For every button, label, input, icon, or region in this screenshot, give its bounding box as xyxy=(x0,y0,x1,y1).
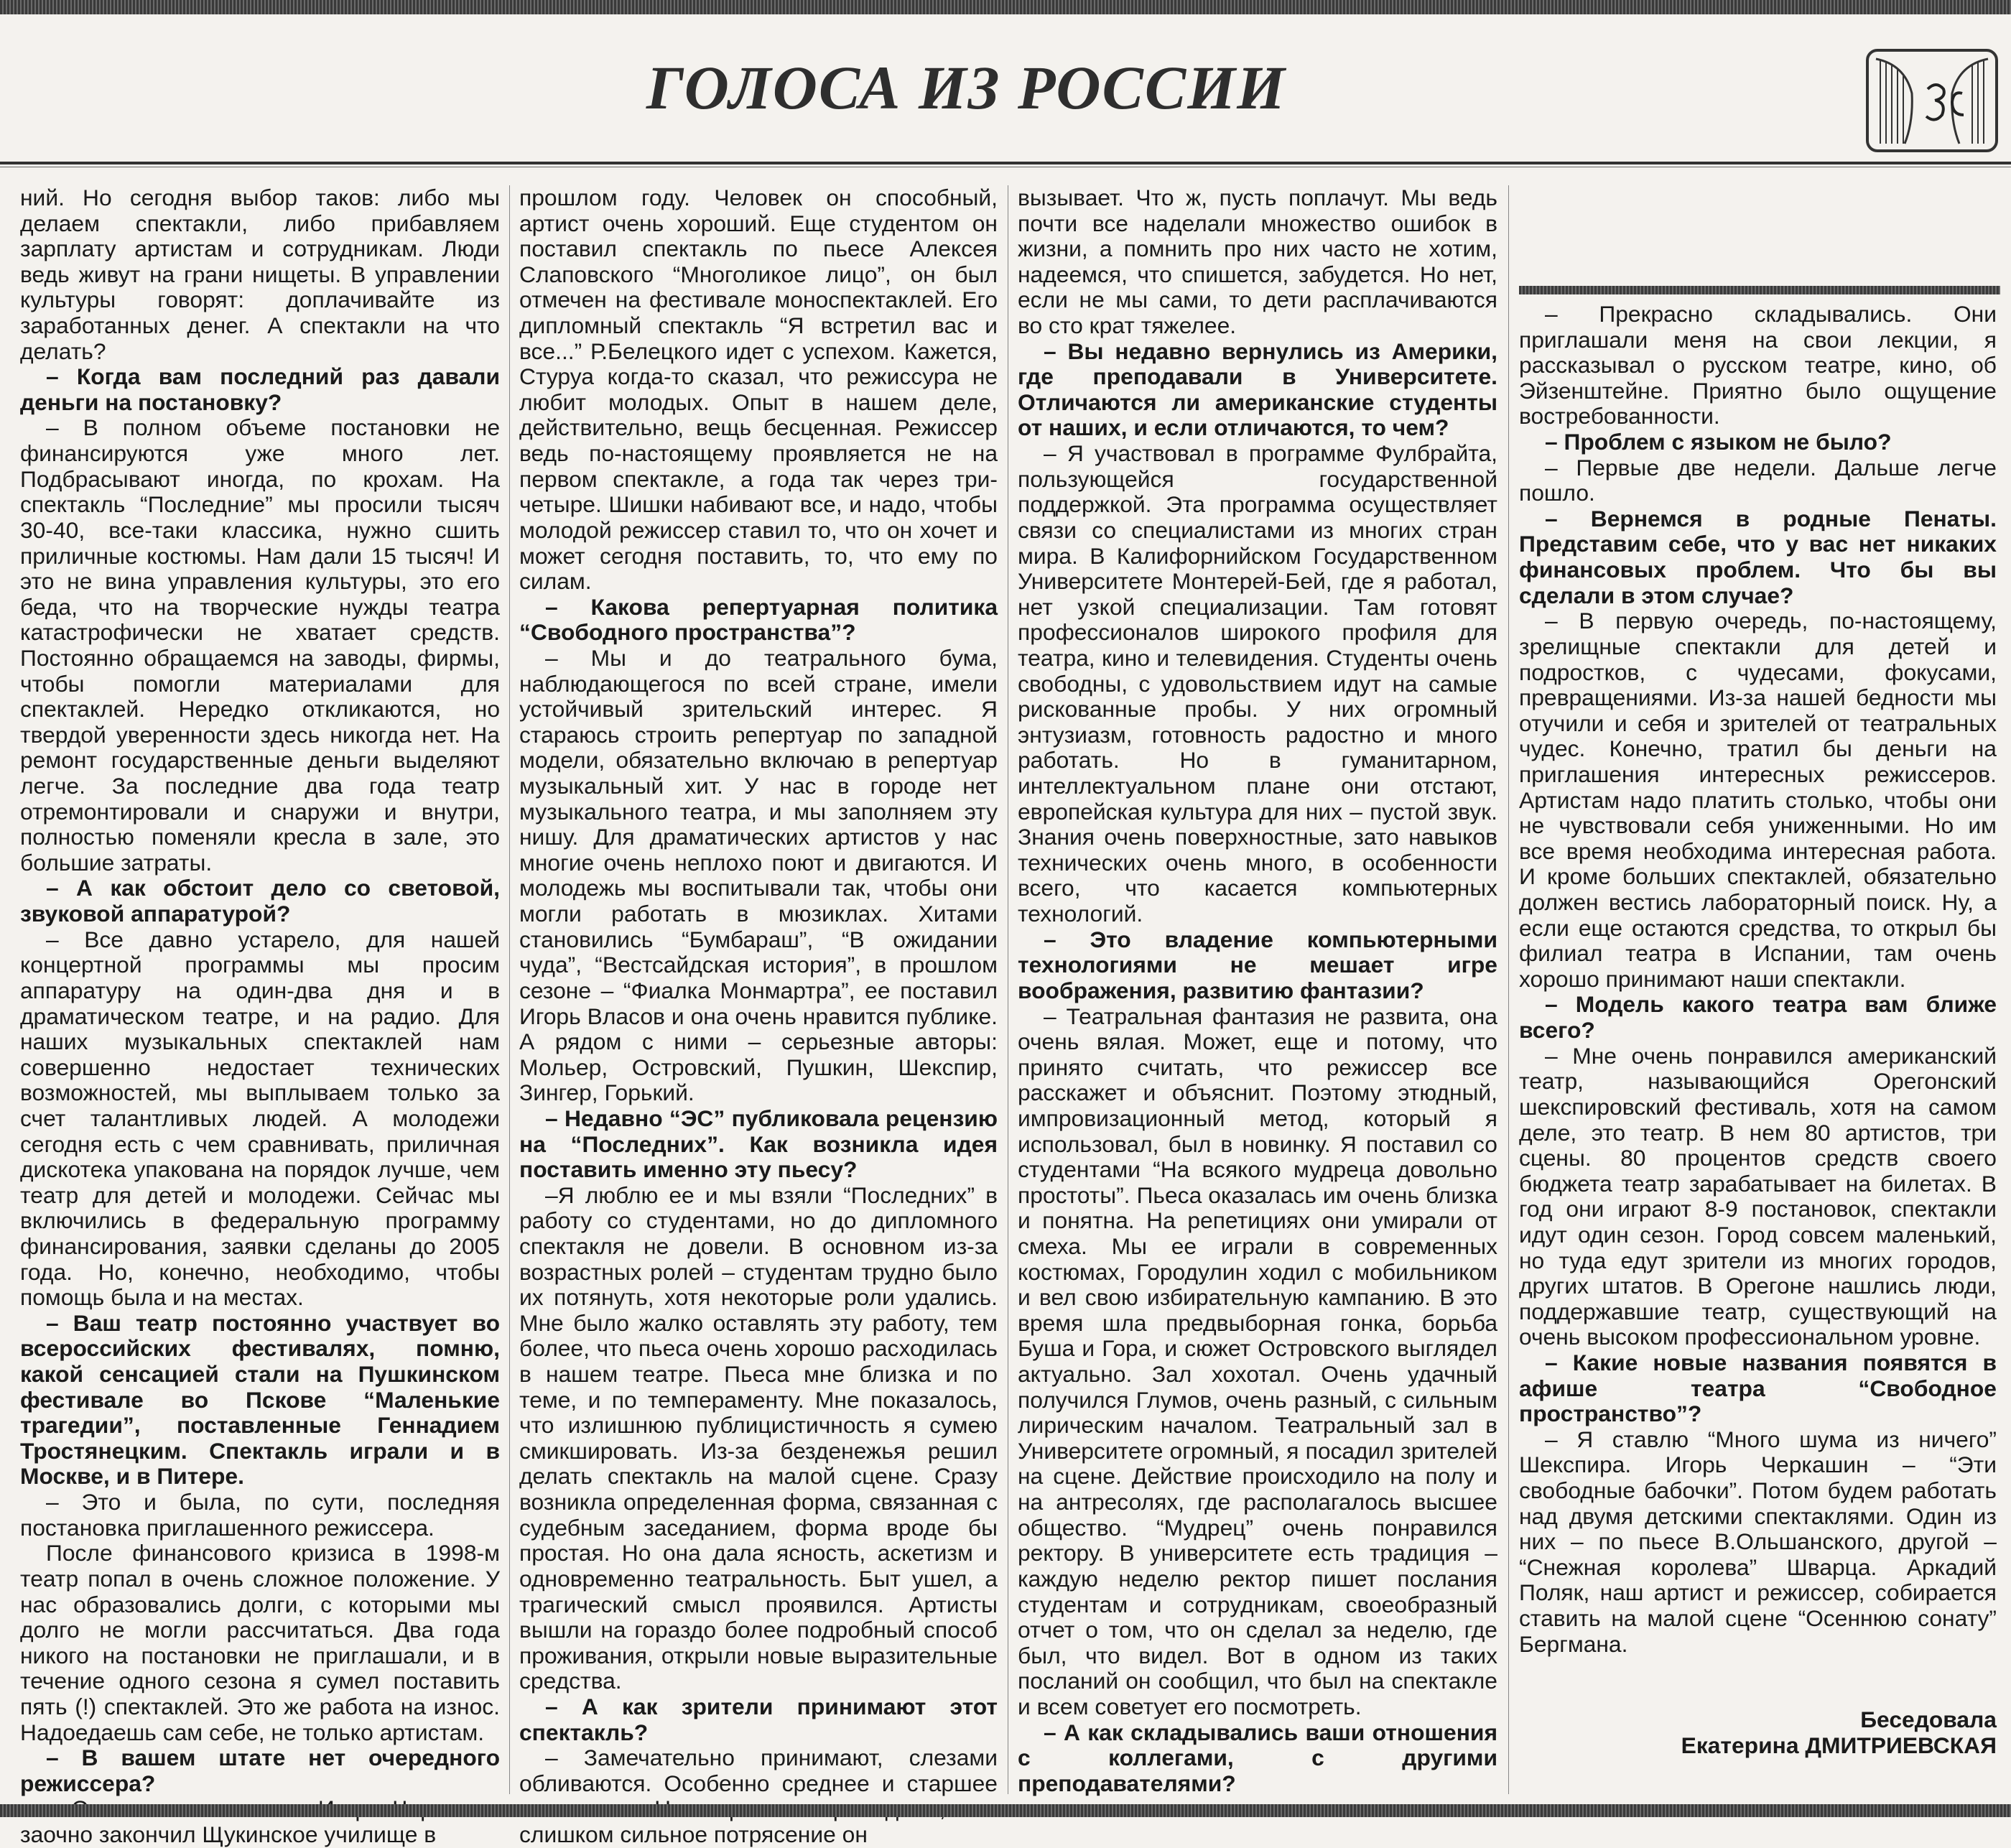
interview-question: – Какова репертуарная политика “Свободного пространства”? xyxy=(519,593,998,646)
byline xyxy=(1519,1707,1997,1758)
interview-question: – Модель какого театра вам ближе всего? xyxy=(1519,991,1997,1044)
interview-question: – В вашем штате нет очередного режиссера? xyxy=(20,1745,500,1796)
page-header xyxy=(0,14,2011,151)
interview-question: – Когда вам последний раз давали деньги на постановку? xyxy=(20,363,500,415)
byline-author: Екатерина ДМИТРИЕВСКАЯ xyxy=(1681,1732,1997,1758)
paragraph: – Первые две недели. Дальше легче пошло. xyxy=(1519,454,1997,506)
article-column-4 xyxy=(1519,302,1997,1796)
paragraph: – В первую очередь, по-настоящему, зрелищные спектакли для детей и подростков, с чудесами, фокусами, превращениями. Из-за нашей бедности мы отучили и себя и зрителей от театральных чудес. Конечно, тратил бы деньги на приглашения интересных режиссеров. Артистам надо платить столько, чтобы они не чувствовали себя униженными. Но им все время необходима интересная работа. И кроме больших спектаклей, обязательно должен вестись лабораторный поиск. Ну, а если еще остаются средства, то открыл бы филиал театра в Испании, там очень хорошо принимают наши спектакли. xyxy=(1519,608,1997,992)
column-4-body xyxy=(1519,302,1997,1657)
paragraph: – Мы и до театрального бума, наблюдающегося по всей стране, имели устойчивый зрительский интерес. Я стараюсь строить репертуар по западной модели, обязательно включаю в репертуар музыкальный хит. У нас в городе нет музыкального театра, и мы заполняем эту нишу. Для драматических артистов у нас многие очень неплохо поют и двигаются. И молодежь мы воспитывали так, чтобы они могли работать в мюзиклах. Хитами становились “Бумбараш”, “В ожидании чуда”, “Вестсайдская история”, в прошлом сезоне – “Фиалка Монмартра”, ее поставил Игорь Власов и она очень нравится публике. А рядом с ними – серьезные авторы: Мольер, Островский, Пушкин, Шекспир, Зингер, Горький. xyxy=(519,644,998,1106)
article-column-3 xyxy=(1018,185,1497,1796)
paragraph: – Я ставлю “Много шума из ничего” Шекспира. Игорь Черкашин – “Эти свободные бабочки”. Потом будем работать над двумя детскими спектаклями. Один из них – по пьесе В.Ольшанского, другой – “Снежная королева” Шварца. Аркадий Поляк, наш артист и режиссер, собирается ставить на малой сцене “Осеннюю сонату” Бергмана. xyxy=(1519,1426,1997,1657)
paragraph: – Прекрасно складывались. Они приглашали меня на свои лекции, я рассказывал о русском театре, кино, об Эйзенштейне. Приятно было ощущение востребованности. xyxy=(1519,301,1997,430)
article-column-1 xyxy=(20,185,500,1847)
column-divider xyxy=(1508,185,1509,1794)
paragraph: – Все давно устарело, для нашей концертной программы мы просим аппаратуру на один-два дня и в драматическом театре, и на радио. Для наших музыкальных спектаклей нам совершенно недостает технических возможностей, мы выплываем только за счет талантливых людей. А молодежи сегодня есть с чем сравнивать, приличная дискотека упакована на порядок лучше, чем театр для детей и молодежи. Сейчас мы включились в федеральную программу финансирования, заявки сделаны до 2005 года. Но, конечно, необходимо, чтобы помощь была и на местах. xyxy=(20,926,500,1311)
header-rule xyxy=(0,162,2011,164)
interview-question: – Недавно “ЭС” публиковала рецензию на “Последних”. Как возникла идея поставить именно эту пьесу? xyxy=(519,1105,998,1183)
article-column-2 xyxy=(519,185,998,1847)
interview-question: – Проблем с языком не было? xyxy=(1545,429,1892,455)
interview-question: – Вернемся в родные Пенаты. Представим себе, что у вас нет никаких финансовых проблем. Что бы вы сделали в этом случае? xyxy=(1519,505,1997,608)
paragraph: –Я люблю ее и мы взяли “Последних” в работу со студентами, но до дипломного спектакля не довели. В основном из-за возрастных ролей – студентам трудно было их потянуть, хотя некоторые роли удались. Мне было жалко оставлять эту работу, тем более, что пьеса очень хорошо расходилась в нашем театре. Пьеса мне близка и по теме, и по темпераменту. Мне показалось, что излишнюю публицистичность я сумею смикшировать. Из-за безденежья решил делать спектакль на малой сцене. Сразу возникла определенная форма, связанная с судебным заседанием, форма вроде бы простая. Но она дала ясность, аскетизм и одновременно театральность. Быт ушел, а трагический смысл проявился. Артисты вышли на гораздо более подробный способ проживания, открыли новые выразительные средства. xyxy=(519,1181,998,1694)
es-curtain-logo-icon xyxy=(1862,43,2002,158)
paragraph: После финансового кризиса в 1998-м театр попал в очень сложное положение. У нас образовались долги, с которыми мы долго не могли рассчитаться. Два года никого на постановки не приглашали, и в течение одного сезона я сумел поставить пять (!) спектаклей. Это же работа на износ. Надоедаешь сам себе, не только артистам. xyxy=(20,1540,500,1745)
column-divider xyxy=(509,185,510,1794)
paragraph: – В полном объеме постановки не финансируются уже много лет. Подбрасывают иногда, по крохам. На спектакль “Последние” мы просили тысяч 30-40, все-таки классика, нужно сшить приличные костюмы. Нам дали 15 тысяч! И это не вина управления культуры, это его беда, что на творческие нужды театра катастрофически не хватает средств. Постоянно обращаемся на заводы, фирмы, чтобы помогли материалами для спектаклей. Нередко откликаются, но твердой уверенности здесь никогда нет. На ремонт государственные деньги выделяют легче. За последние два года театр отремонтировали и снаружи и внутри, полностью поменяли кресла в зале, это большие затраты. xyxy=(20,414,500,876)
paragraph: – Мне очень понравился американский театр, называющийся Орегонский шекспировский фестиваль, хотя на самом деле, это театр. В нем 80 артистов, три сцены. 80 процентов средств своего бюджета театр зарабатывает на билетах. В год они играют 8-9 постановок, спектакли идут один сезон. Город совсем маленький, но туда едут зрители из многих городов, других штатов. В Орегоне нашлись люди, поддержавшие театр, существующий на очень высоком профессиональном уровне. xyxy=(1519,1042,1997,1350)
paragraph: ний. Но сегодня выбор таков: либо мы делаем спектакли, либо прибавляем зарплату артистам и сотрудникам. Люди ведь живут на грани нищеты. В управлении культуры говорят: доплачивайте из заработанных денег. А спектакли на что делать? xyxy=(20,185,500,364)
paragraph: – Это и была, по сути, последняя постановка приглашенного режиссера. xyxy=(20,1489,500,1541)
top-border xyxy=(0,0,2011,14)
paragraph: – Замечательно принимают, слезами обливаются. Особенно среднее и старшее слишком сильное потрясение он xyxy=(519,1745,998,1847)
paragraph: заочно закончил Щукинское училище в xyxy=(20,1821,437,1847)
byline-label: Беседовала xyxy=(1860,1707,1997,1733)
section-title: ГОЛОСА ИЗ РОССИИ xyxy=(646,53,1286,122)
paragraph: прошлом году. Человек он способный, артист очень хороший. Еще студентом он поставил спектакль по пьесе Алексея Слаповского “Многоликое лицо”, он был отмечен на фестивале моноспектаклей. Его дипломный спектакль “Я встретил вас и все...” Р.Белецкого идет с успехом. Кажется, Стуруа когда-то сказал, что режиссура не любит молодых. Опыт в нашем деле, действительно, вещь бесценная. Режиссер ведь по-настоящему проявляется не на первом спектакле, а года так через три-четыре. Шишки набивают все, и надо, чтобы молодой режиссер ставил то, что он хочет и может сегодня поставить, то, что ему по силам. xyxy=(519,185,998,595)
interview-question: – Вы недавно вернулись из Америки, где преподавали в Университете. Отличаются ли американские студенты от наших, и если отличаются, то чем? xyxy=(1018,338,1497,441)
interview-question: – А как складывались ваши отношения с коллегами, с другими преподавателями? xyxy=(1018,1719,1497,1796)
paragraph: – Я участвовал в программе Фулбрайта, пользующейся государственной поддержкой. Эта программа осуществляет связи со специалистами из многих стран мира. В Калифорнийском Государственном Университете Монтерей-Бей, где я работал, нет узкой специализации. Там готовят профессионалов широкого профиля для театра, кино и телевидения. Студенты очень свободны, с удовольствием идут на самые рискованные пробы. У них огромный энтузиазм, готовность радостно и много работать. Но в гуманитарном, интеллектуальном плане они отстают, европейская культура для них – пустой звук. Знания очень поверхностные, зато навыков технических очень много, в особенности всего, что касается компьютерных технологий. xyxy=(1018,440,1497,927)
interview-question: – А как зрители принимают этот спектакль? xyxy=(519,1693,998,1745)
interview-question: – Ваш театр постоянно участвует во всероссийских фестивалях, помню, какой сенсацией стали на Пушкинском фестивале во Пскове “Маленькие трагедии”, поставленные Геннадием Тростянецким. Спектакль играли и в Москве, и в Питере. xyxy=(20,1309,500,1490)
interview-question: – Это владение компьютерными технологиями не мешает игре воображения, развитию фантазии? xyxy=(1018,926,1497,1003)
column-4-top-rule xyxy=(1519,286,2000,294)
interview-question: – А как обстоит дело со световой, звуковой аппаратурой? xyxy=(20,875,500,927)
interview-question: – Какие новые названия появятся в афише театра “Свободное пространство”? xyxy=(1519,1349,1997,1427)
paragraph: вызывает. Что ж, пусть поплачут. Мы ведь почти все наделали множество ошибок в жизни, а помнить про них часто не хотим, надеемся, что спишется, забудется. Но нет, если не мы сами, то дети расплачиваются во сто крат тяжелее. xyxy=(1018,185,1497,339)
paragraph: – Театральная фантазия не развита, она очень вялая. Может, еще и потому, что принято считать, что режиссер все расскажет и объяснит. Поэтому этюдный, импровизационный метод, который я использовал, был в новинку. Я поставил со студентами “На всякого мудреца довольно простоты”. Пьеса оказалась им очень близка и понятна. На репетициях они умирали от смеха. Мы ее играли в современных костюмах, Городулин ходил с мобильником и вел свою избирательную кампанию. В это время шла предвыборная гонка, борьба Буша и Гора, и сюжет Островского выглядел актуально. Зал хохотал. Очень удачный получился Глумов, очень разный, с сильным лирическим началом. Театральный зал в Университете огромный, я посадил зрителей на сцене. Действие происходило на полу и на антресолях, где располагалось высшее общество. “Мудрец” очень понравился ректору. В университете есть традиция – каждую неделю ректор пишет послания студентам и сотрудникам, своеобразный отчет о том, что он сделал за неделю, где был, что видел. Вот в одном из таких посланий он сообщил, что был на спектакле и всем советует его посмотреть. xyxy=(1018,1003,1497,1719)
bottom-border xyxy=(0,1804,2011,1817)
